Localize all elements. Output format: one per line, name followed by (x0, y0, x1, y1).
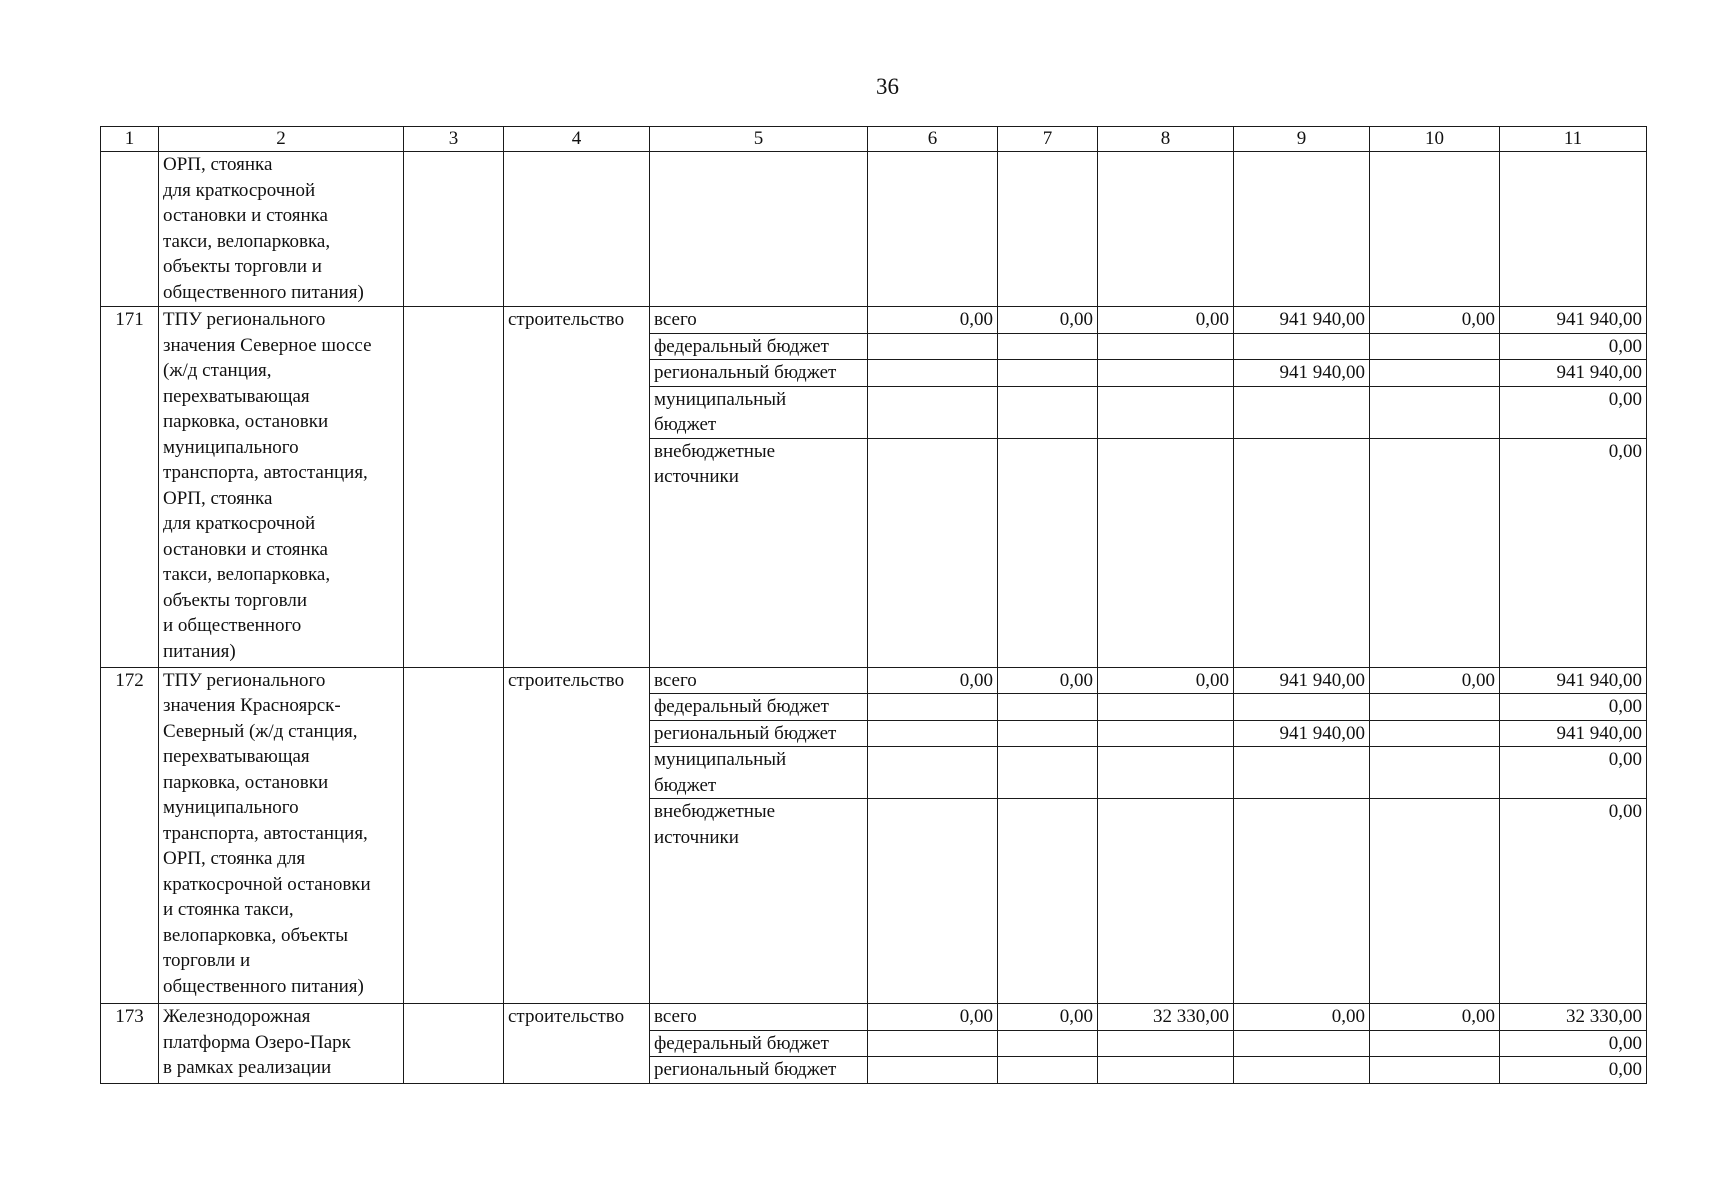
funding-source: всего (650, 307, 868, 334)
record-col-3 (404, 1004, 504, 1084)
value-col-11: 0,00 (1500, 694, 1647, 721)
record-work-type: строительство (504, 307, 650, 668)
value-col-7 (998, 1030, 1098, 1057)
value-col-7: 0,00 (998, 1004, 1098, 1031)
value-col-10 (1370, 438, 1500, 667)
value-col-8 (1098, 386, 1234, 438)
value-col-6 (868, 1030, 998, 1057)
value-col-10 (1370, 333, 1500, 360)
value-col-8 (1098, 438, 1234, 667)
page-number: 36 (876, 74, 899, 99)
value-col-10 (1370, 720, 1500, 747)
funding-source: внебюджетные источники (650, 799, 868, 1004)
value-col-8 (1098, 360, 1234, 387)
cell-col-3 (404, 152, 504, 307)
value-col-10: 0,00 (1370, 307, 1500, 334)
column-header-2: 2 (159, 127, 404, 152)
value-col-9 (1234, 747, 1370, 799)
funding-source: федеральный бюджет (650, 1030, 868, 1057)
value-col-7: 0,00 (998, 307, 1098, 334)
value-col-6 (868, 747, 998, 799)
value-col-10 (1370, 799, 1500, 1004)
value-col-11: 0,00 (1500, 1057, 1647, 1084)
value-col-7 (998, 386, 1098, 438)
record-col-3 (404, 307, 504, 668)
value-col-6 (868, 438, 998, 667)
value-col-7 (998, 1057, 1098, 1084)
value-col-6: 0,00 (868, 667, 998, 694)
value-col-9 (1234, 1030, 1370, 1057)
value-col-10 (1370, 747, 1500, 799)
funding-source: федеральный бюджет (650, 333, 868, 360)
value-col-8 (1098, 1030, 1234, 1057)
funding-source: всего (650, 1004, 868, 1031)
funding-source: региональный бюджет (650, 360, 868, 387)
record-work-type: строительство (504, 667, 650, 1004)
value-col-10: 0,00 (1370, 667, 1500, 694)
value-col-11: 941 940,00 (1500, 307, 1647, 334)
value-col-10 (1370, 1030, 1500, 1057)
value-col-8: 0,00 (1098, 307, 1234, 334)
value-col-8: 0,00 (1098, 667, 1234, 694)
value-col-9: 941 940,00 (1234, 360, 1370, 387)
value-col-7 (998, 438, 1098, 667)
value-col-8: 32 330,00 (1098, 1004, 1234, 1031)
value-col-6 (868, 360, 998, 387)
cell-col-5 (650, 152, 868, 307)
value-col-8 (1098, 799, 1234, 1004)
column-header-8: 8 (1098, 127, 1234, 152)
funding-source: региональный бюджет (650, 720, 868, 747)
budget-table (100, 126, 1647, 1084)
record-number: 172 (101, 667, 159, 1004)
value-col-7 (998, 694, 1098, 721)
funding-source: всего (650, 667, 868, 694)
value-col-9 (1234, 1057, 1370, 1084)
value-col-7 (998, 799, 1098, 1004)
column-header-9: 9 (1234, 127, 1370, 152)
value-col-11: 0,00 (1500, 386, 1647, 438)
cell-number (101, 152, 159, 307)
table-row (101, 667, 1647, 694)
value-col-6: 0,00 (868, 1004, 998, 1031)
record-object-name: ТПУ регионального значения Северное шоссе (ж/д станция, перехватывающая парковка, остановки муниципального транспорта, автостанция, ОРП, стоянка для краткосрочной остановки и стоянка такси, велопарковка, объекты торговли и общественного питания) (159, 307, 404, 668)
value-col-8 (1098, 747, 1234, 799)
funding-source: внебюджетные источники (650, 438, 868, 667)
funding-source: муниципальный бюджет (650, 386, 868, 438)
table-row (101, 307, 1647, 334)
value-col-11: 0,00 (1500, 1030, 1647, 1057)
value-col-9 (1234, 333, 1370, 360)
record-work-type: строительство (504, 1004, 650, 1084)
value-col-11: 941 940,00 (1500, 667, 1647, 694)
record-number: 173 (101, 1004, 159, 1084)
value-col-8 (1098, 333, 1234, 360)
table-row (101, 1004, 1647, 1031)
record-number: 171 (101, 307, 159, 668)
value-col-6: 0,00 (868, 307, 998, 334)
value-col-6 (868, 333, 998, 360)
value-col-9: 0,00 (1234, 1004, 1370, 1031)
column-header-11: 11 (1500, 127, 1647, 152)
value-col-8 (1098, 720, 1234, 747)
value-col-9: 941 940,00 (1234, 307, 1370, 334)
value-col-11: 0,00 (1500, 438, 1647, 667)
column-header-4: 4 (504, 127, 650, 152)
value-col-6 (868, 799, 998, 1004)
value-col-11: 0,00 (1500, 799, 1647, 1004)
value-col-6 (868, 720, 998, 747)
value-col-9 (1234, 799, 1370, 1004)
value-col-11: 941 940,00 (1500, 720, 1647, 747)
column-header-6: 6 (868, 127, 998, 152)
value-col-7 (998, 360, 1098, 387)
value-col-10: 0,00 (1370, 1004, 1500, 1031)
value-col-7 (998, 720, 1098, 747)
value-col-8 (1098, 694, 1234, 721)
value-col-11: 0,00 (1500, 333, 1647, 360)
cell-col-8 (1098, 152, 1234, 307)
value-col-7 (998, 333, 1098, 360)
cell-col-4 (504, 152, 650, 307)
column-header-row (101, 127, 1647, 152)
funding-source: федеральный бюджет (650, 694, 868, 721)
column-header-3: 3 (404, 127, 504, 152)
value-col-10 (1370, 360, 1500, 387)
value-col-11: 0,00 (1500, 747, 1647, 799)
value-col-9: 941 940,00 (1234, 720, 1370, 747)
value-col-6 (868, 1057, 998, 1084)
value-col-9: 941 940,00 (1234, 667, 1370, 694)
value-col-8 (1098, 1057, 1234, 1084)
value-col-7 (998, 747, 1098, 799)
cell-col-10 (1370, 152, 1500, 307)
column-header-1: 1 (101, 127, 159, 152)
value-col-6 (868, 694, 998, 721)
table-row (101, 152, 1647, 307)
column-header-5: 5 (650, 127, 868, 152)
record-col-3 (404, 667, 504, 1004)
record-object-name: Железнодорожная платформа Озеро-Парк в рамках реализации (159, 1004, 404, 1084)
value-col-10 (1370, 386, 1500, 438)
value-col-7: 0,00 (998, 667, 1098, 694)
value-col-6 (868, 386, 998, 438)
value-col-11: 32 330,00 (1500, 1004, 1647, 1031)
cell-col-6 (868, 152, 998, 307)
column-header-7: 7 (998, 127, 1098, 152)
value-col-9 (1234, 694, 1370, 721)
funding-source: муниципальный бюджет (650, 747, 868, 799)
value-col-9 (1234, 386, 1370, 438)
value-col-11: 941 940,00 (1500, 360, 1647, 387)
value-col-10 (1370, 1057, 1500, 1084)
value-col-10 (1370, 694, 1500, 721)
funding-source: региональный бюджет (650, 1057, 868, 1084)
cell-object-name: ОРП, стоянка для краткосрочной остановки и стоянка такси, велопарковка, объекты торговли и общественного питания) (159, 152, 404, 307)
cell-col-7 (998, 152, 1098, 307)
cell-col-11 (1500, 152, 1647, 307)
column-header-10: 10 (1370, 127, 1500, 152)
record-object-name: ТПУ регионального значения Красноярск- Северный (ж/д станция, перехватывающая парковка, остановки муниципального транспорта, автостанция, ОРП, стоянка для краткосрочной остановки и стоянка такси, велопарковка, объекты торговли и общественного питания) (159, 667, 404, 1004)
cell-col-9 (1234, 152, 1370, 307)
value-col-9 (1234, 438, 1370, 667)
